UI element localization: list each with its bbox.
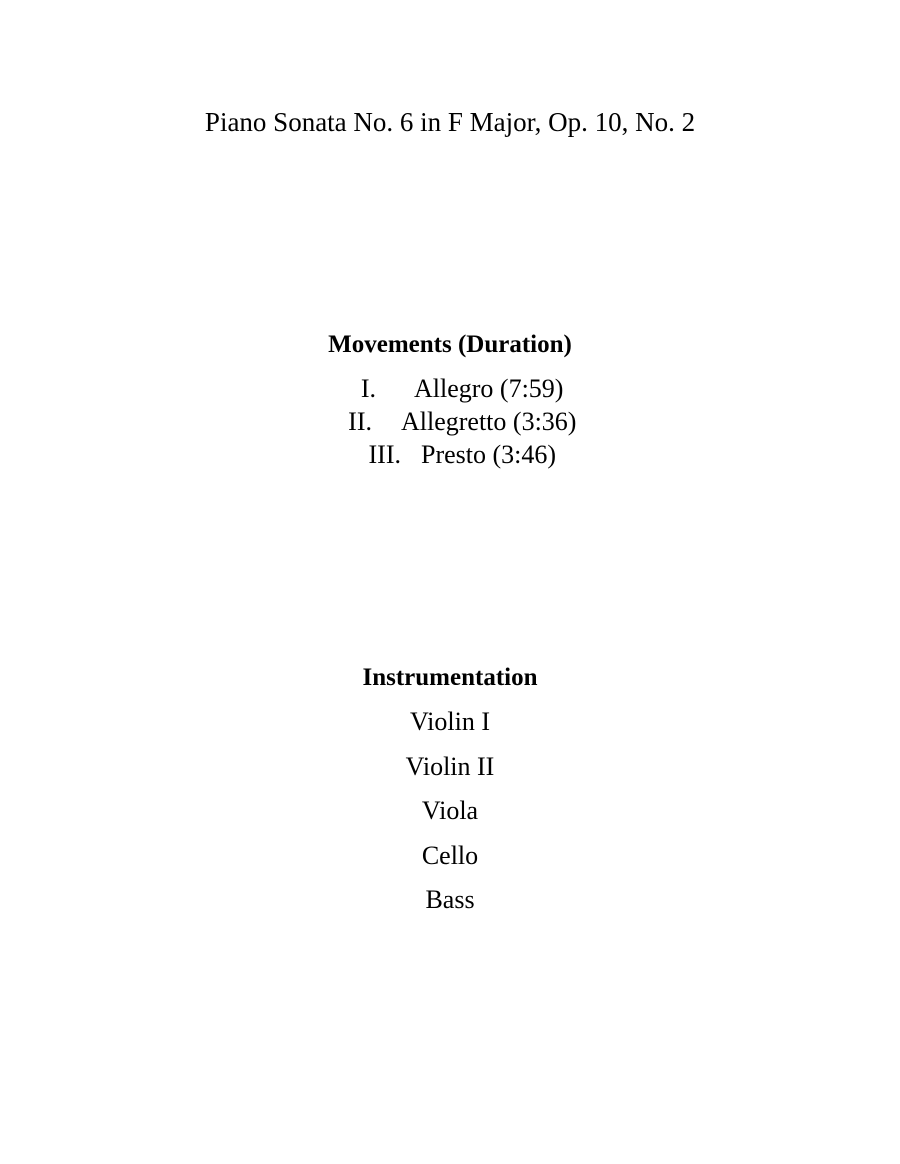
instrument-item: Cello (421, 840, 479, 870)
movement-numeral: II. (348, 407, 372, 436)
movement-numeral: I. (360, 374, 376, 403)
instrumentation-heading: Instrumentation (362, 664, 538, 691)
movement-item (0, 438, 900, 471)
movement-item (0, 405, 900, 438)
instrument-item: Violin II (405, 751, 495, 781)
movement-list (0, 372, 900, 471)
instrument-item: Violin I (409, 707, 491, 736)
instrument-list (0, 704, 900, 927)
movement-numeral: III. (368, 440, 401, 469)
movement-title: Allegro (7:59) (414, 374, 564, 403)
movements-heading: Movements (Duration) (328, 331, 572, 358)
movement-title: Allegretto (3:36) (401, 407, 577, 436)
document-title: Piano Sonata No. 6 in F Major, Op. 10, No. 2 (204, 107, 696, 137)
movement-title: Presto (3:46) (421, 440, 557, 469)
movement-item (0, 372, 900, 405)
instrument-item: Bass (425, 885, 475, 914)
instrument-item: Viola (421, 796, 479, 825)
